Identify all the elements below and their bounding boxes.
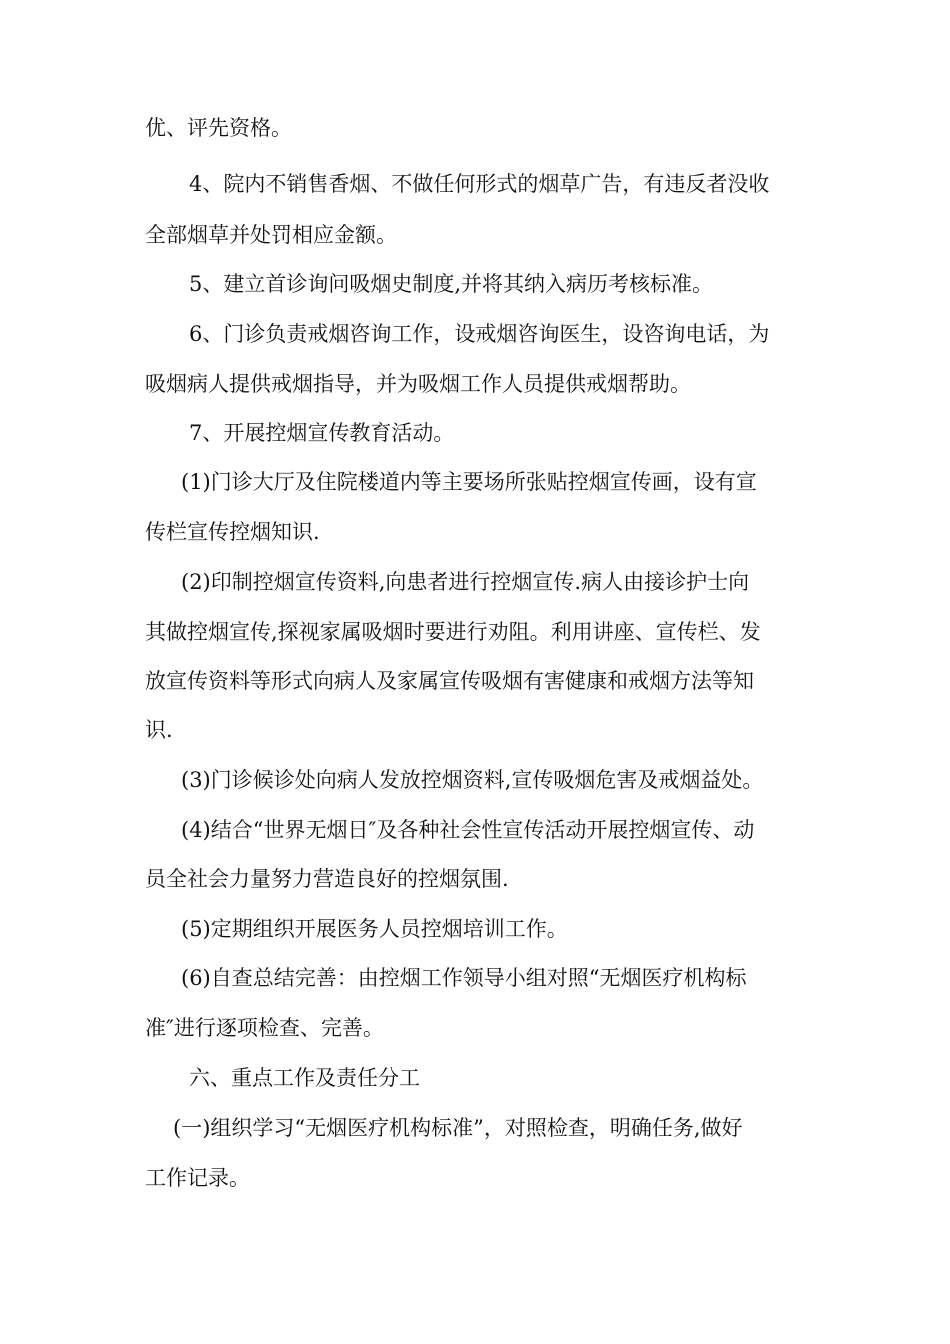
text-line-3: 全部烟草并处罚相应金额。 — [145, 223, 397, 247]
text-line-6: 吸烟病人提供戒烟指导，并为吸烟工作人员提供戒烟帮助。 — [145, 372, 691, 396]
text-line-12: 放宣传资料等形式向病人及家属宣传吸烟有害健康和戒烟方法等知 — [145, 669, 754, 693]
text-line-8: (1)门诊大厅及住院楼道内等主要场所张贴控烟宣传画，设有宣 — [181, 470, 757, 494]
text-line-7: 7、开展控烟宣传教育活动。 — [189, 421, 455, 445]
text-line-1: 优、评先资格。 — [145, 116, 292, 140]
text-line-16: 员全社会力量努力营造良好的控烟氛围. — [145, 867, 509, 891]
text-line-9: 传栏宣传控烟知识. — [145, 520, 320, 544]
text-line-22: 工作记录。 — [145, 1166, 250, 1190]
text-line-14: (3)门诊候诊处向病人发放控烟资料,宣传吸烟危害及戒烟益处。 — [181, 768, 764, 792]
text-line-17: (5)定期组织开展医务人员控烟培训工作。 — [181, 917, 568, 941]
text-line-18: (6)自查总结完善：由控烟工作领导小组对照“无烟医疗机构标 — [181, 966, 747, 990]
text-line-2: 4、院内不销售香烟、不做任何形式的烟草广告，有违反者没收 — [189, 172, 770, 196]
text-line-13: 识. — [145, 718, 173, 742]
text-line-11: 其做控烟宣传,探视家属吸烟时要进行劝阻。利用讲座、宣传栏、发 — [145, 620, 761, 644]
text-line-15: (4)结合“世界无烟日″及各种社会性宣传活动开展控烟宣传、动 — [181, 818, 755, 842]
text-line-21: (一)组织学习“无烟医疗机构标准”，对照检查，明确任务,做好 — [173, 1116, 743, 1140]
text-line-10: (2)印制控烟宣传资料,向患者进行控烟宣传.病人由接诊护士向 — [181, 570, 750, 594]
text-line-4: 5、建立首诊询问吸烟史制度,并将其纳入病历考核标准。 — [189, 272, 714, 296]
text-line-19: 准″进行逐项检查、完善。 — [145, 1016, 384, 1040]
text-line-20: 六、重点工作及责任分工 — [189, 1066, 420, 1090]
text-line-5: 6、门诊负责戒烟咨询工作，设戒烟咨询医生，设咨询电话，为 — [189, 322, 770, 346]
